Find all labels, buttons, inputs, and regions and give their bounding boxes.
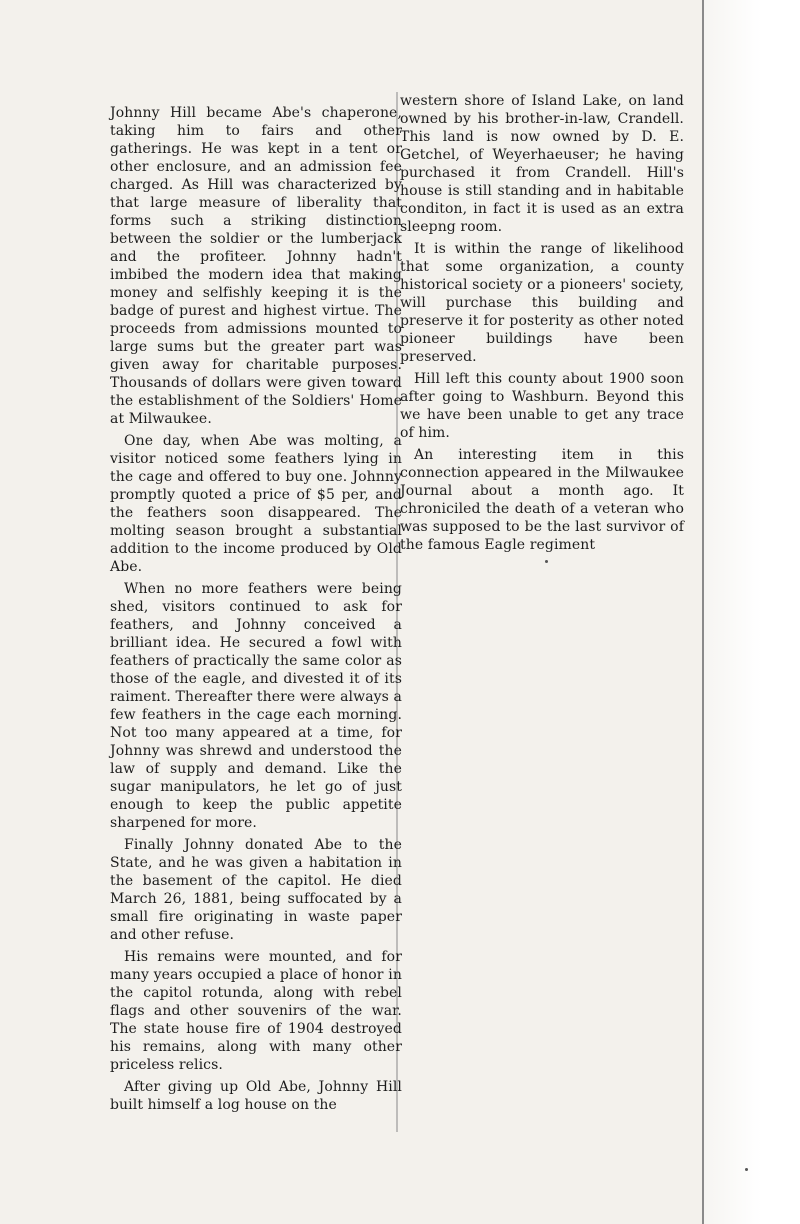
right-text-column: [400, 92, 684, 558]
paragraph: An interesting item in this connection appeared in the Milwaukee Journal about a month ago. It chroniciled the death of a veteran who was supposed to be the last survivor of the famous Eagle regiment: [400, 447, 684, 553]
left-text-column: [110, 104, 402, 1118]
paragraph: One day, when Abe was molting, a visitor noticed some feathers lying in the cage and offered to buy one. Johnny promptly quoted a price of $5 per, and the feathers soon disappeared. The molting season brought a substantial addition to the income produced by Old Abe.: [110, 433, 402, 575]
paragraph: When no more feathers were being shed, visitors continued to ask for feathers, and Johnny conceived a brilliant idea. He secured a fowl with feathers of practically the same color as those of the eagle, and divested it of its raiment. Thereafter there were always a few feathers in the cage each morning. Not too many appeared at a time, for Johnny was shrewd and understood the law of supply and demand. Like the sugar manipulators, he let go of just enough to keep the public appetite sharpened for more.: [110, 581, 402, 831]
paragraph: Finally Johnny donated Abe to the State, and he was given a habitation in the basement of the capitol. He died March 26, 1881, being suffocated by a small fire originating in waste paper and other refuse.: [110, 837, 402, 943]
paragraph: Hill left this county about 1900 soon after going to Washburn. Beyond this we have been unable to get any trace of him.: [400, 371, 684, 441]
print-speck: [745, 1168, 748, 1171]
paragraph: His remains were mounted, and for many years occupied a place of honor in the capitol rotunda, along with rebel flags and other souvenirs of the war. The state house fire of 1904 destroyed his remains, along with many other priceless relics.: [110, 949, 402, 1073]
paragraph: It is within the range of likelihood that some organization, a county historical society or a pioneers' society, will purchase this building and preserve it for posterity as other noted pioneer buildings have been preserved.: [400, 241, 684, 365]
page-margin-edge: [702, 0, 800, 1224]
print-speck: [545, 560, 548, 563]
paragraph: Johnny Hill became Abe's chaperone, taking him to fairs and other gatherings. He was kept in a tent or other enclosure, and an admission fee charged. As Hill was characterized by that large measure of liberality that forms such a striking distinction between the soldier or the lumberjack and the profiteer. Johnny hadn't imbibed the modern idea that making money and selfishly keeping it is the badge of purest and highest virtue. The proceeds from admissions mounted to large sums but the greater part was given away for charitable purposes. Thousands of dollars were given toward the establishment of the Soldiers' Home at Milwaukee.: [110, 105, 402, 427]
paragraph: western shore of Island Lake, on land owned by his brother-in-law, Crandell. This land is now owned by D. E. Getchel, of Weyerhaeuser; he having purchased it from Crandell. Hill's house is still standing and in habitable conditon, in fact it is used as an extra sleepng room.: [400, 93, 684, 235]
paragraph: After giving up Old Abe, Johnny Hill built himself a log house on the: [110, 1079, 402, 1113]
